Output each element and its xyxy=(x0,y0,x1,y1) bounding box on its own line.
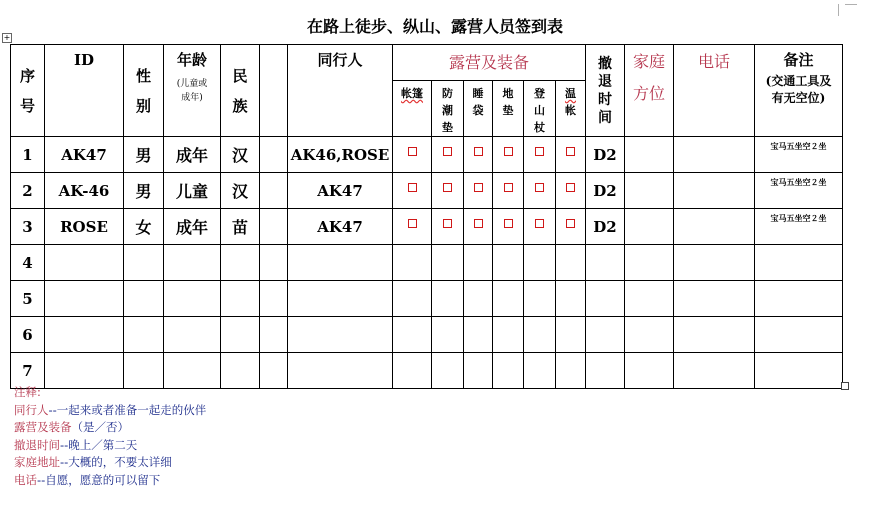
header-blank xyxy=(260,45,288,137)
cell-age[interactable]: 成年 xyxy=(164,137,221,173)
cell-gear[interactable] xyxy=(493,317,524,353)
cell-gear[interactable] xyxy=(464,209,493,245)
cell-id[interactable]: AK47 xyxy=(45,137,124,173)
table-row xyxy=(11,173,843,209)
cell-remark[interactable] xyxy=(755,245,843,281)
cell-remark[interactable] xyxy=(755,317,843,353)
cell-gear[interactable] xyxy=(493,137,524,173)
cell-blank[interactable] xyxy=(260,137,288,173)
cell-companion[interactable]: AK47 xyxy=(288,209,393,245)
cell-blank[interactable] xyxy=(260,281,288,317)
checkbox-icon[interactable] xyxy=(474,183,483,192)
cell-gear[interactable] xyxy=(464,137,493,173)
checkbox-icon[interactable] xyxy=(535,147,544,156)
checkbox-icon[interactable] xyxy=(535,183,544,192)
signin-table xyxy=(10,44,843,389)
cell-companion[interactable] xyxy=(288,245,393,281)
header-gear-group: 露营及装备 xyxy=(393,45,586,81)
cell-home[interactable] xyxy=(625,317,674,353)
cell-gear[interactable] xyxy=(556,317,586,353)
checkbox-icon[interactable] xyxy=(408,183,417,192)
cell-age[interactable] xyxy=(164,245,221,281)
cell-gear[interactable] xyxy=(556,353,586,389)
cell-gear[interactable] xyxy=(464,317,493,353)
cell-gear[interactable] xyxy=(393,173,432,209)
cell-gear[interactable] xyxy=(432,281,464,317)
cell-retreat[interactable] xyxy=(586,353,625,389)
row-number: 5 xyxy=(11,281,45,317)
cell-phone[interactable] xyxy=(674,281,755,317)
checkbox-icon[interactable] xyxy=(474,147,483,156)
cell-sex[interactable]: 女 xyxy=(124,209,164,245)
cell-age[interactable] xyxy=(164,317,221,353)
header-home: 家庭 方位 xyxy=(625,45,674,137)
cell-id[interactable] xyxy=(45,245,124,281)
cell-home[interactable] xyxy=(625,137,674,173)
cell-id[interactable] xyxy=(45,317,124,353)
header-gear-ground-mat: 地 垫 xyxy=(493,81,524,137)
cell-ethnic[interactable]: 汉 xyxy=(221,137,260,173)
cell-gear[interactable] xyxy=(493,173,524,209)
cell-retreat[interactable] xyxy=(586,245,625,281)
checkbox-icon[interactable] xyxy=(443,183,452,192)
cell-gear[interactable] xyxy=(524,317,556,353)
note-item: 家庭地址--大概的，不要太详细 xyxy=(14,455,172,469)
table-move-handle-icon[interactable]: + xyxy=(3,33,11,42)
cell-gear[interactable] xyxy=(432,209,464,245)
header-remark: 备注 (交通工具及 有无空位) xyxy=(755,45,843,137)
notes-block xyxy=(14,384,206,489)
cell-gear[interactable] xyxy=(524,353,556,389)
row-number: 7 xyxy=(11,353,45,389)
page-title: 在路上徒步、纵山、露营人员签到表 xyxy=(306,17,563,36)
header-gear-moisture-pad: 防 潮 垫 xyxy=(432,81,464,137)
checkbox-icon[interactable] xyxy=(408,219,417,228)
cell-id[interactable] xyxy=(45,281,124,317)
cell-ethnic[interactable] xyxy=(221,281,260,317)
cell-home[interactable] xyxy=(625,245,674,281)
cell-ethnic[interactable]: 汉 xyxy=(221,173,260,209)
cell-gear[interactable] xyxy=(493,281,524,317)
header-gear-tent: 帐篷 xyxy=(393,81,432,137)
cell-companion[interactable]: AK46,ROSE xyxy=(288,137,393,173)
cell-gear[interactable] xyxy=(432,245,464,281)
cell-phone[interactable] xyxy=(674,353,755,389)
cell-gear[interactable] xyxy=(464,353,493,389)
cell-sex[interactable]: 男 xyxy=(124,173,164,209)
cell-id[interactable]: ROSE xyxy=(45,209,124,245)
cell-retreat[interactable]: D2 xyxy=(586,137,625,173)
header-gear-sleeping-bag: 睡 袋 xyxy=(464,81,493,137)
cell-phone[interactable] xyxy=(674,209,755,245)
checkbox-icon[interactable] xyxy=(566,219,575,228)
checkbox-icon[interactable] xyxy=(408,147,417,156)
cell-companion[interactable]: AK47 xyxy=(288,173,393,209)
cell-retreat[interactable] xyxy=(586,281,625,317)
cell-gear[interactable] xyxy=(432,173,464,209)
cell-companion[interactable] xyxy=(288,317,393,353)
cell-phone[interactable] xyxy=(674,173,755,209)
table-row xyxy=(11,317,843,353)
cell-gear[interactable] xyxy=(556,281,586,317)
table-resize-handle[interactable] xyxy=(841,382,849,390)
row-number: 6 xyxy=(11,317,45,353)
cell-ethnic[interactable] xyxy=(221,317,260,353)
notes-heading: 注释: xyxy=(14,385,41,399)
header-age: 年龄 (儿童或 成年) xyxy=(164,45,221,137)
cell-gear[interactable] xyxy=(524,137,556,173)
header-sex: 性 别 xyxy=(124,45,164,137)
cell-remark[interactable] xyxy=(755,281,843,317)
cell-gear[interactable] xyxy=(524,209,556,245)
header-companion: 同行人 xyxy=(288,45,393,137)
cell-gear[interactable] xyxy=(464,173,493,209)
header-phone: 电话 xyxy=(674,45,755,137)
cell-remark[interactable]: 宝马五坐空２坐 xyxy=(755,173,843,209)
cell-companion[interactable] xyxy=(288,281,393,317)
checkbox-icon[interactable] xyxy=(566,183,575,192)
cell-gear[interactable] xyxy=(493,209,524,245)
cell-remark[interactable] xyxy=(755,353,843,389)
cell-sex[interactable] xyxy=(124,281,164,317)
cell-gear[interactable] xyxy=(556,173,586,209)
cell-phone[interactable] xyxy=(674,317,755,353)
cell-age[interactable]: 儿童 xyxy=(164,173,221,209)
cell-gear[interactable] xyxy=(393,245,432,281)
cell-retreat[interactable]: D2 xyxy=(586,173,625,209)
cell-sex[interactable] xyxy=(124,317,164,353)
cell-gear[interactable] xyxy=(393,353,432,389)
cell-age[interactable] xyxy=(164,281,221,317)
checkbox-icon[interactable] xyxy=(443,219,452,228)
cell-phone[interactable] xyxy=(674,137,755,173)
cell-ethnic[interactable] xyxy=(221,245,260,281)
cell-gear[interactable] xyxy=(393,137,432,173)
cell-gear[interactable] xyxy=(393,317,432,353)
checkbox-icon[interactable] xyxy=(474,219,483,228)
cell-home[interactable] xyxy=(625,353,674,389)
header-id: ID xyxy=(45,45,124,137)
cell-gear[interactable] xyxy=(524,245,556,281)
cell-home[interactable] xyxy=(625,281,674,317)
note-item: 露营及装备（是／否） xyxy=(14,420,129,434)
cell-gear[interactable] xyxy=(524,173,556,209)
table-row xyxy=(11,137,843,173)
cell-retreat[interactable]: D2 xyxy=(586,209,625,245)
cell-gear[interactable] xyxy=(393,281,432,317)
cell-remark[interactable]: 宝马五坐空２坐 xyxy=(755,209,843,245)
cell-gear[interactable] xyxy=(432,317,464,353)
cell-gear[interactable] xyxy=(432,137,464,173)
checkbox-icon[interactable] xyxy=(443,147,452,156)
cell-gear[interactable] xyxy=(556,209,586,245)
cell-gear[interactable] xyxy=(493,353,524,389)
cell-gear[interactable] xyxy=(524,281,556,317)
header-gear-warm-tent: 温 帐 xyxy=(556,81,586,137)
cell-gear[interactable] xyxy=(393,209,432,245)
cell-blank[interactable] xyxy=(260,209,288,245)
cell-gear[interactable] xyxy=(464,245,493,281)
cell-blank[interactable] xyxy=(260,317,288,353)
checkbox-icon[interactable] xyxy=(535,219,544,228)
cell-gear[interactable] xyxy=(432,353,464,389)
table-row xyxy=(11,209,843,245)
checkbox-icon[interactable] xyxy=(566,147,575,156)
cell-home[interactable] xyxy=(625,173,674,209)
cell-sex[interactable]: 男 xyxy=(124,137,164,173)
header-gear-trekking-pole: 登 山 杖 xyxy=(524,81,556,137)
row-number: 4 xyxy=(11,245,45,281)
table-row xyxy=(11,281,843,317)
cell-retreat[interactable] xyxy=(586,317,625,353)
cell-gear[interactable] xyxy=(464,281,493,317)
header-retreat: 撤 退 时 间 xyxy=(586,45,625,137)
cell-age[interactable]: 成年 xyxy=(164,209,221,245)
cell-home[interactable] xyxy=(625,209,674,245)
cell-ethnic[interactable] xyxy=(221,353,260,389)
cell-ethnic[interactable]: 苗 xyxy=(221,209,260,245)
note-item: 电话--自愿，愿意的可以留下 xyxy=(14,472,161,487)
cell-sex[interactable] xyxy=(124,245,164,281)
cell-gear[interactable] xyxy=(556,137,586,173)
note-item: 撤退时间--晚上／第二天 xyxy=(14,437,138,452)
cell-gear[interactable] xyxy=(556,245,586,281)
row-number: 2 xyxy=(11,173,45,209)
checkbox-icon[interactable] xyxy=(504,147,513,156)
header-seq: 序 号 xyxy=(11,45,45,137)
table-row xyxy=(11,245,843,281)
row-number: 3 xyxy=(11,209,45,245)
cell-phone[interactable] xyxy=(674,245,755,281)
cell-gear[interactable] xyxy=(493,245,524,281)
header-ethnic: 民 族 xyxy=(221,45,260,137)
row-number: 1 xyxy=(11,137,45,173)
note-item: 同行人--一起来或者准备一起走的伙伴 xyxy=(14,402,207,417)
cell-id[interactable]: AK-46 xyxy=(45,173,124,209)
cell-blank[interactable] xyxy=(260,353,288,389)
cell-blank[interactable] xyxy=(260,245,288,281)
checkbox-icon[interactable] xyxy=(504,183,513,192)
cell-companion[interactable] xyxy=(288,353,393,389)
cell-blank[interactable] xyxy=(260,173,288,209)
cell-remark[interactable]: 宝马五坐空２坐 xyxy=(755,137,843,173)
checkbox-icon[interactable] xyxy=(504,219,513,228)
